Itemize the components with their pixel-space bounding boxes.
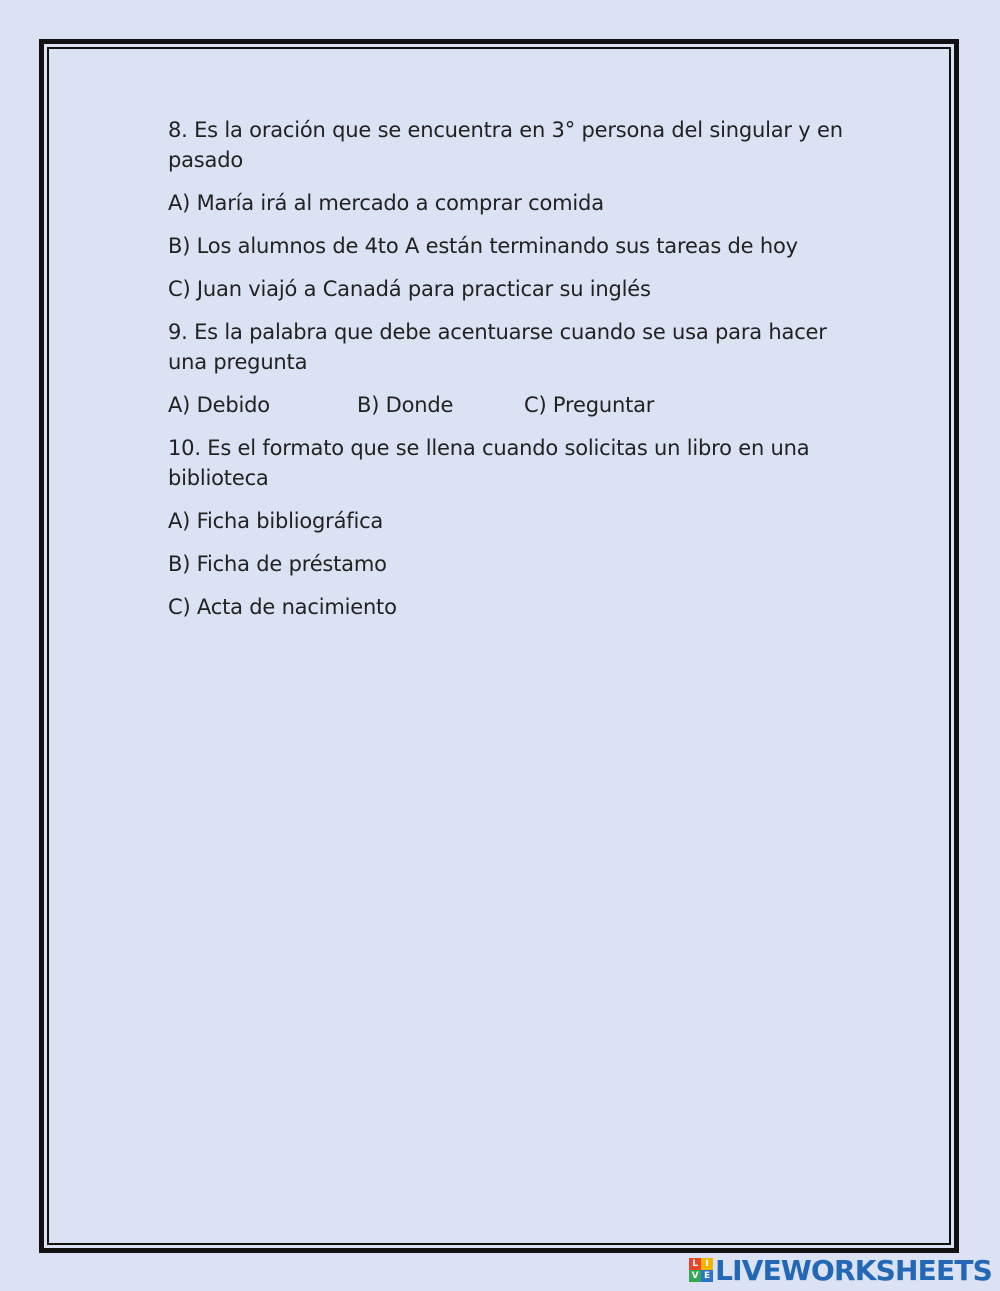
logo-letter-e: E <box>701 1270 713 1282</box>
question-9-options <box>168 390 858 420</box>
question-8-prompt: 8. Es la oración que se encuentra en 3° persona del singular y en pasado <box>168 118 843 172</box>
question-10-option-b: B) Ficha de préstamo <box>168 552 387 576</box>
question-9-option-b: B) Donde <box>357 393 454 417</box>
question-8-option-b: B) Los alumnos de 4to A están terminando sus tareas de hoy <box>168 234 798 258</box>
logo-letter-v: V <box>689 1270 701 1282</box>
question-10-option-a: A) Ficha bibliográfica <box>168 509 384 533</box>
question-9-option-c: C) Preguntar <box>524 393 655 417</box>
worksheet-content <box>168 115 858 635</box>
question-9-option-a: A) Debido <box>168 393 270 417</box>
question-9-prompt: 9. Es la palabra que debe acentuarse cuando se usa para hacer una pregunta <box>168 320 827 374</box>
liveworksheets-brand <box>689 1255 992 1285</box>
logo-letter-i: I <box>701 1258 713 1270</box>
liveworksheets-logo-icon <box>689 1258 713 1282</box>
question-8-option-c: C) Juan viajó a Canadá para practicar su inglés <box>168 277 651 301</box>
question-10-option-c: C) Acta de nacimiento <box>168 595 397 619</box>
question-10-prompt: 10. Es el formato que se llena cuando solicitas un libro en una biblioteca <box>168 436 810 490</box>
brand-name: LIVEWORKSHEETS <box>715 1253 992 1287</box>
question-8-option-a: A) María irá al mercado a comprar comida <box>168 191 604 215</box>
logo-letter-l: L <box>689 1258 701 1270</box>
